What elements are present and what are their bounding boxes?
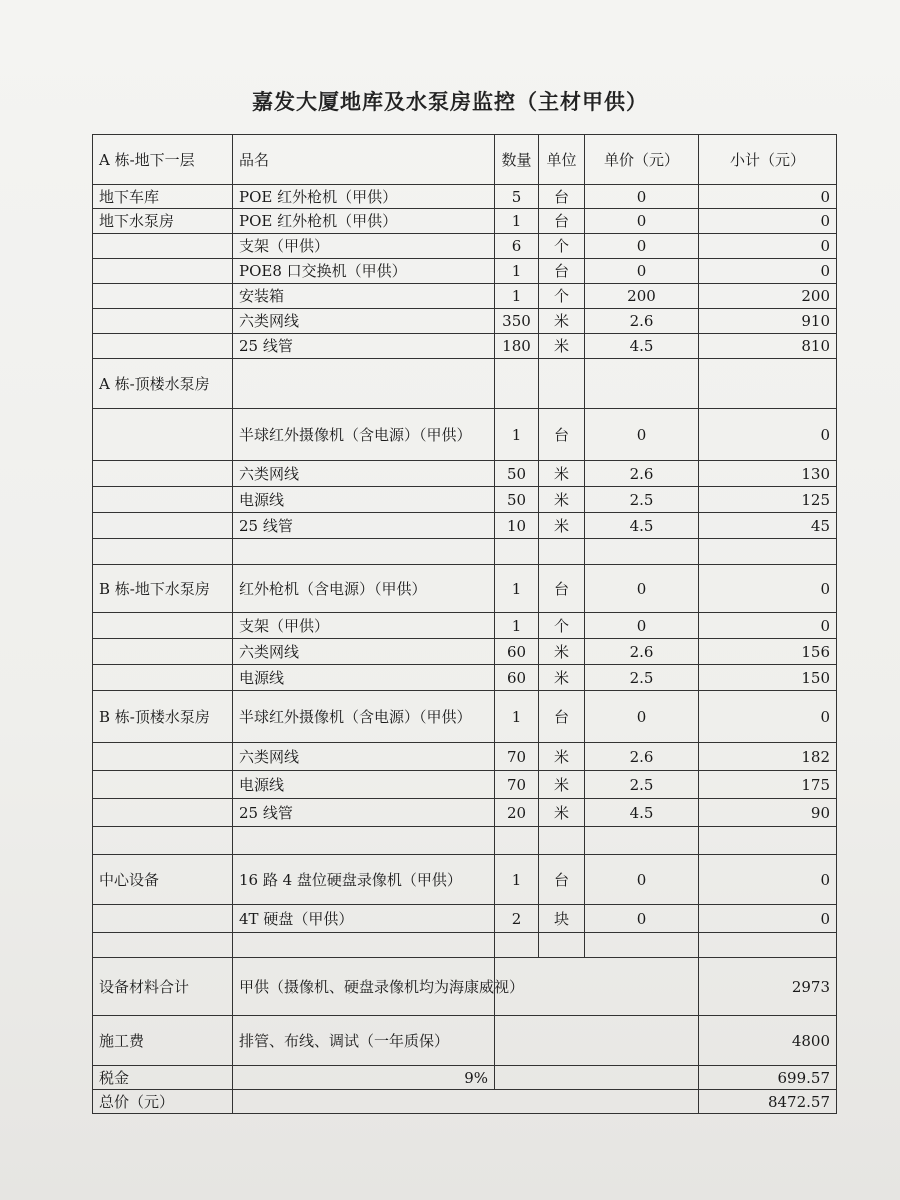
row-name: 红外枪机（含电源）（甲供） bbox=[233, 565, 495, 613]
row-price: 2.6 bbox=[585, 309, 699, 334]
row-name: 电源线 bbox=[233, 665, 495, 691]
row-section: B 栋-地下水泵房 bbox=[93, 565, 233, 613]
row-qty: 1 bbox=[495, 409, 539, 461]
row-name bbox=[233, 933, 495, 958]
row-qty: 1 bbox=[495, 855, 539, 905]
table-row bbox=[93, 461, 837, 487]
row-subtotal: 0 bbox=[699, 691, 837, 743]
row-section bbox=[93, 799, 233, 827]
row-section bbox=[93, 613, 233, 639]
header-price: 单价（元） bbox=[585, 135, 699, 185]
row-qty: 70 bbox=[495, 771, 539, 799]
row-price: 0 bbox=[585, 234, 699, 259]
row-name: 4T 硬盘（甲供） bbox=[233, 905, 495, 933]
table-row bbox=[93, 185, 837, 209]
table-row bbox=[93, 799, 837, 827]
row-qty: 50 bbox=[495, 461, 539, 487]
row-section bbox=[93, 334, 233, 359]
row-unit: 台 bbox=[539, 565, 585, 613]
row-qty: 6 bbox=[495, 234, 539, 259]
row-subtotal: 0 bbox=[699, 259, 837, 284]
row-price: 0 bbox=[585, 409, 699, 461]
row-price: 4.5 bbox=[585, 513, 699, 539]
row-qty: 1 bbox=[495, 565, 539, 613]
row-qty: 5 bbox=[495, 185, 539, 209]
table-row bbox=[93, 855, 837, 905]
table-row bbox=[93, 771, 837, 799]
labor-note: 排管、布线、调试（一年质保） bbox=[233, 1016, 495, 1066]
row-subtotal bbox=[699, 827, 837, 855]
row-qty: 2 bbox=[495, 905, 539, 933]
row-qty: 60 bbox=[495, 665, 539, 691]
row-name: 半球红外摄像机（含电源）（甲供） bbox=[233, 409, 495, 461]
row-unit: 米 bbox=[539, 513, 585, 539]
summary-row-labor bbox=[93, 1016, 837, 1066]
row-price: 0 bbox=[585, 905, 699, 933]
table-row bbox=[93, 639, 837, 665]
row-unit: 米 bbox=[539, 487, 585, 513]
row-subtotal: 175 bbox=[699, 771, 837, 799]
row-section bbox=[93, 309, 233, 334]
equipment-empty bbox=[495, 958, 699, 1016]
row-price: 4.5 bbox=[585, 799, 699, 827]
header-qty: 数量 bbox=[495, 135, 539, 185]
row-unit: 米 bbox=[539, 665, 585, 691]
row-subtotal: 0 bbox=[699, 905, 837, 933]
row-subtotal bbox=[699, 539, 837, 565]
row-subtotal: 150 bbox=[699, 665, 837, 691]
row-name: POE 红外枪机（甲供） bbox=[233, 209, 495, 234]
row-unit bbox=[539, 539, 585, 565]
table-row bbox=[93, 309, 837, 334]
table-row bbox=[93, 284, 837, 309]
row-name: 安装箱 bbox=[233, 284, 495, 309]
row-section: 地下车库 bbox=[93, 185, 233, 209]
row-section: A 栋-顶楼水泵房 bbox=[93, 359, 233, 409]
tax-empty bbox=[495, 1066, 699, 1090]
summary-row-tax bbox=[93, 1066, 837, 1090]
row-name: 六类网线 bbox=[233, 639, 495, 665]
header-subtotal: 小计（元） bbox=[699, 135, 837, 185]
row-unit: 米 bbox=[539, 639, 585, 665]
table-row bbox=[93, 487, 837, 513]
row-section: B 栋-顶楼水泵房 bbox=[93, 691, 233, 743]
table-header-row bbox=[93, 135, 837, 185]
row-name bbox=[233, 827, 495, 855]
grand-total-empty bbox=[233, 1090, 699, 1114]
row-name: 半球红外摄像机（含电源）（甲供） bbox=[233, 691, 495, 743]
row-unit: 块 bbox=[539, 905, 585, 933]
row-section bbox=[93, 513, 233, 539]
row-unit: 个 bbox=[539, 234, 585, 259]
row-section bbox=[93, 933, 233, 958]
row-name: 25 线管 bbox=[233, 334, 495, 359]
row-name: 支架（甲供） bbox=[233, 613, 495, 639]
row-price: 0 bbox=[585, 691, 699, 743]
equipment-label: 设备材料合计 bbox=[93, 958, 233, 1016]
table-row bbox=[93, 334, 837, 359]
table-row bbox=[93, 209, 837, 234]
row-price bbox=[585, 933, 699, 958]
row-name: 16 路 4 盘位硬盘录像机（甲供） bbox=[233, 855, 495, 905]
row-subtotal: 0 bbox=[699, 855, 837, 905]
row-unit bbox=[539, 827, 585, 855]
equipment-total: 2973 bbox=[699, 958, 837, 1016]
row-price: 0 bbox=[585, 855, 699, 905]
row-subtotal: 0 bbox=[699, 409, 837, 461]
row-section bbox=[93, 409, 233, 461]
row-section bbox=[93, 461, 233, 487]
row-unit: 台 bbox=[539, 409, 585, 461]
row-name bbox=[233, 359, 495, 409]
quote-table-body bbox=[93, 135, 837, 1114]
row-price: 2.6 bbox=[585, 461, 699, 487]
row-subtotal: 0 bbox=[699, 209, 837, 234]
row-name: 支架（甲供） bbox=[233, 234, 495, 259]
row-section bbox=[93, 284, 233, 309]
row-subtotal: 130 bbox=[699, 461, 837, 487]
row-price bbox=[585, 539, 699, 565]
table-row bbox=[93, 827, 837, 855]
row-price: 0 bbox=[585, 565, 699, 613]
row-subtotal: 0 bbox=[699, 185, 837, 209]
row-qty: 1 bbox=[495, 209, 539, 234]
row-qty: 20 bbox=[495, 799, 539, 827]
row-price: 2.5 bbox=[585, 771, 699, 799]
row-qty bbox=[495, 539, 539, 565]
row-price bbox=[585, 359, 699, 409]
equipment-note: 甲供（摄像机、硬盘录像机均为海康威视） bbox=[233, 958, 495, 1016]
row-unit: 米 bbox=[539, 334, 585, 359]
row-name: 电源线 bbox=[233, 487, 495, 513]
row-qty: 10 bbox=[495, 513, 539, 539]
row-unit: 米 bbox=[539, 799, 585, 827]
row-unit: 台 bbox=[539, 209, 585, 234]
summary-row-grand-total bbox=[93, 1090, 837, 1114]
labor-label: 施工费 bbox=[93, 1016, 233, 1066]
row-section bbox=[93, 259, 233, 284]
row-subtotal: 0 bbox=[699, 565, 837, 613]
row-unit: 台 bbox=[539, 691, 585, 743]
row-price bbox=[585, 827, 699, 855]
row-subtotal: 182 bbox=[699, 743, 837, 771]
row-price: 0 bbox=[585, 613, 699, 639]
row-unit bbox=[539, 359, 585, 409]
row-name: POE8 口交换机（甲供） bbox=[233, 259, 495, 284]
row-price: 2.5 bbox=[585, 487, 699, 513]
row-section bbox=[93, 665, 233, 691]
row-price: 2.5 bbox=[585, 665, 699, 691]
row-qty: 50 bbox=[495, 487, 539, 513]
row-price: 2.6 bbox=[585, 743, 699, 771]
row-price: 4.5 bbox=[585, 334, 699, 359]
table-row bbox=[93, 513, 837, 539]
header-unit: 单位 bbox=[539, 135, 585, 185]
row-unit: 个 bbox=[539, 284, 585, 309]
row-qty: 180 bbox=[495, 334, 539, 359]
row-unit: 米 bbox=[539, 743, 585, 771]
row-section bbox=[93, 234, 233, 259]
row-section bbox=[93, 639, 233, 665]
table-row bbox=[93, 259, 837, 284]
row-section bbox=[93, 539, 233, 565]
row-unit: 米 bbox=[539, 461, 585, 487]
page-title: 嘉发大厦地库及水泵房监控（主材甲供） bbox=[252, 90, 648, 114]
table-row bbox=[93, 613, 837, 639]
row-subtotal: 156 bbox=[699, 639, 837, 665]
table-row bbox=[93, 409, 837, 461]
row-price: 200 bbox=[585, 284, 699, 309]
quote-table bbox=[92, 134, 837, 1114]
labor-empty bbox=[495, 1016, 699, 1066]
row-name: 六类网线 bbox=[233, 743, 495, 771]
table-row bbox=[93, 565, 837, 613]
row-name: 六类网线 bbox=[233, 309, 495, 334]
row-unit bbox=[539, 933, 585, 958]
row-subtotal: 125 bbox=[699, 487, 837, 513]
row-subtotal: 200 bbox=[699, 284, 837, 309]
row-qty: 60 bbox=[495, 639, 539, 665]
row-unit: 台 bbox=[539, 185, 585, 209]
table-row bbox=[93, 933, 837, 958]
table-row bbox=[93, 905, 837, 933]
row-subtotal: 0 bbox=[699, 613, 837, 639]
row-section bbox=[93, 743, 233, 771]
row-name: 六类网线 bbox=[233, 461, 495, 487]
row-section: 地下水泵房 bbox=[93, 209, 233, 234]
header-section: A 栋-地下一层 bbox=[93, 135, 233, 185]
table-row bbox=[93, 743, 837, 771]
row-name: 25 线管 bbox=[233, 513, 495, 539]
table-row bbox=[93, 691, 837, 743]
row-subtotal: 910 bbox=[699, 309, 837, 334]
table-row bbox=[93, 539, 837, 565]
row-subtotal: 90 bbox=[699, 799, 837, 827]
row-section bbox=[93, 487, 233, 513]
row-section bbox=[93, 771, 233, 799]
header-name: 品名 bbox=[233, 135, 495, 185]
tax-rate: 9% bbox=[233, 1066, 495, 1090]
table-row bbox=[93, 359, 837, 409]
tax-label: 税金 bbox=[93, 1066, 233, 1090]
row-unit: 个 bbox=[539, 613, 585, 639]
row-qty bbox=[495, 933, 539, 958]
grand-total-value: 8472.57 bbox=[699, 1090, 837, 1114]
table-row bbox=[93, 665, 837, 691]
row-qty: 70 bbox=[495, 743, 539, 771]
row-subtotal: 45 bbox=[699, 513, 837, 539]
row-name: 25 线管 bbox=[233, 799, 495, 827]
row-subtotal: 0 bbox=[699, 234, 837, 259]
row-qty: 350 bbox=[495, 309, 539, 334]
row-name bbox=[233, 539, 495, 565]
row-unit: 米 bbox=[539, 771, 585, 799]
summary-row-equipment bbox=[93, 958, 837, 1016]
row-qty: 1 bbox=[495, 284, 539, 309]
grand-total-label: 总价（元） bbox=[93, 1090, 233, 1114]
row-name: POE 红外枪机（甲供） bbox=[233, 185, 495, 209]
row-qty bbox=[495, 827, 539, 855]
row-subtotal bbox=[699, 933, 837, 958]
row-unit: 台 bbox=[539, 855, 585, 905]
row-qty bbox=[495, 359, 539, 409]
row-section bbox=[93, 827, 233, 855]
row-subtotal: 810 bbox=[699, 334, 837, 359]
row-unit: 米 bbox=[539, 309, 585, 334]
row-price: 0 bbox=[585, 209, 699, 234]
row-name: 电源线 bbox=[233, 771, 495, 799]
row-price: 0 bbox=[585, 185, 699, 209]
row-section: 中心设备 bbox=[93, 855, 233, 905]
labor-total: 4800 bbox=[699, 1016, 837, 1066]
row-qty: 1 bbox=[495, 613, 539, 639]
row-section bbox=[93, 905, 233, 933]
row-unit: 台 bbox=[539, 259, 585, 284]
row-price: 2.6 bbox=[585, 639, 699, 665]
row-qty: 1 bbox=[495, 691, 539, 743]
tax-total: 699.57 bbox=[699, 1066, 837, 1090]
row-price: 0 bbox=[585, 259, 699, 284]
row-subtotal bbox=[699, 359, 837, 409]
table-row bbox=[93, 234, 837, 259]
row-qty: 1 bbox=[495, 259, 539, 284]
